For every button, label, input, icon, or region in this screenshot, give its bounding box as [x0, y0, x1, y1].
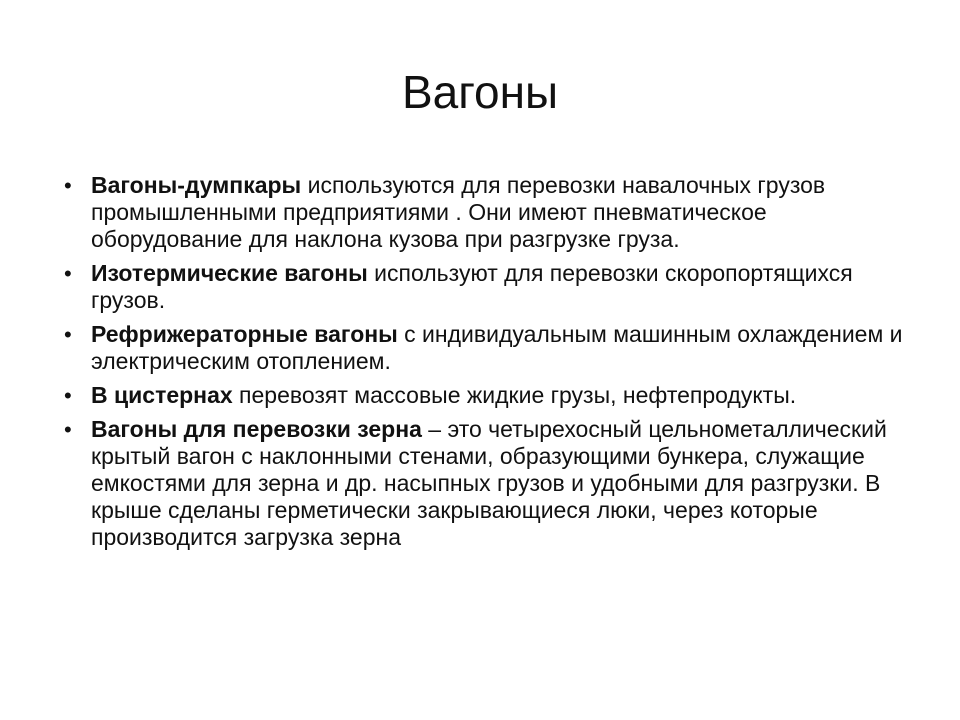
bullet-text: перевозят массовые жидкие грузы, нефтепродукты.: [232, 382, 797, 408]
bullet-dot-icon: •: [64, 261, 72, 286]
bullet-text: – это четырехосный цельнометаллический крытый вагон с наклонными стенами, образующими бункера, служащие емкостями для зерна и др. насыпных грузов и удобными для разгрузки. В крыше сделаны герметически закрывающиеся люки, через которые производится загрузка зерна: [91, 416, 887, 550]
bullet-text: используют для перевозки скоропортящихся грузов.: [91, 260, 853, 313]
bullet-dot-icon: •: [64, 383, 72, 408]
bullet-item: [64, 172, 904, 253]
bullet-term: В цистернах: [91, 382, 233, 408]
bullet-item: [64, 416, 904, 551]
bullet-dot-icon: •: [64, 173, 72, 198]
slide-title: Вагоны: [401, 66, 559, 118]
bullet-item: [64, 382, 904, 409]
bullet-term: Вагоны для перевозки зерна: [91, 416, 422, 442]
bullet-term: Вагоны-думпкары: [91, 172, 302, 198]
bullet-term: Изотермические вагоны: [91, 260, 368, 286]
bullet-dot-icon: •: [64, 322, 72, 347]
bullet-list: [64, 172, 904, 558]
bullet-dot-icon: •: [64, 417, 72, 442]
bullet-item: [64, 260, 904, 314]
bullet-text: используются для перевозки навалочных грузов промышленными предприятиями . Они имеют пневматическое оборудование для наклона кузова при разгрузке груза.: [91, 172, 826, 252]
bullet-item: [64, 321, 904, 375]
bullet-term: Рефрижераторные вагоны: [91, 321, 398, 347]
bullet-text: с индивидуальным машинным охлаждением и электрическим отоплением.: [91, 321, 903, 374]
